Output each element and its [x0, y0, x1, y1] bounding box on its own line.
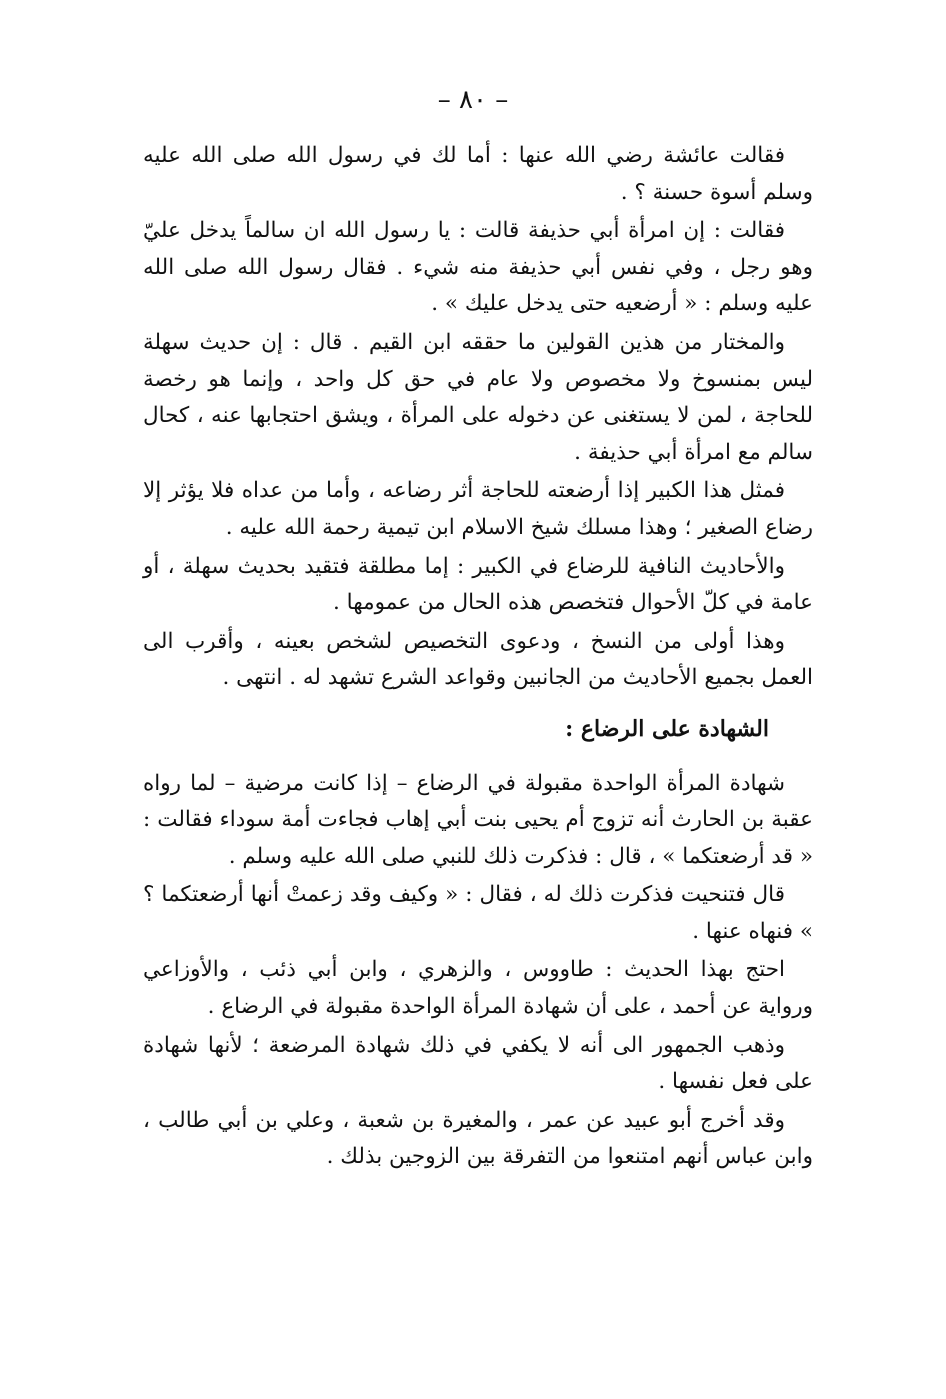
- paragraph: فقالت : إن امرأة أبي حذيفة قالت : يا رسول الله ان سالماً يدخل عليّ وهو رجل ، وفي نفس أبي حذيفة منه شيء . فقال رسول الله صلى الله عليه وسلم : « أرضعيه حتى يدخل عليك » .: [143, 218, 813, 317]
- page-body-text: [143, 138, 813, 1176]
- paragraph: والمختار من هذين القولين ما حققه ابن القيم . قال : إن حديث سهلة ليس بمنسوخ ولا مخصوص ولا عام في حق كل واحد ، وإنما هو رخصة للحاجة ، لمن لا يستغنى عن دخوله على المرأة ، ويشق احتجابها عنه ، كحال سالم مع امرأة أبي حذيفة .: [143, 329, 813, 465]
- paragraph: احتج بهذا الحديث : طاووس ، والزهري ، وابن أبي ذئب ، والأوزاعي ورواية عن أحمد ، على أن شهادة المرأة الواحدة مقبولة في الرضاع .: [143, 957, 813, 1020]
- page-number: – ٨٠ –: [437, 85, 509, 115]
- paragraph: شهادة المرأة الواحدة مقبولة في الرضاع – إذا كانت مرضية – لما رواه عقبة بن الحارث أنه تزوج أم يحيى بنت أبي إهاب فجاءت أمة سوداء فقالت : « قد أرضعتكما » ، قال : فذكرت ذلك للنبي صلى الله عليه وسلم .: [143, 770, 813, 869]
- paragraph: قال فتنحيت فذكرت ذلك له ، فقال : « وكيف وقد زعمتْ أنها أرضعتكما ؟ » فنهاه عنها .: [143, 882, 813, 944]
- paragraph: والأحاديث النافية للرضاع في الكبير : إما مطلقة فتقيد بحديث سهلة ، أو عامة في كلّ الأحوال فتخصص هذه الحال من عمومها .: [143, 553, 813, 616]
- paragraph: وذهب الجمهور الى أنه لا يكفي في ذلك شهادة المرضعة ؛ لأنها شهادة على فعل نفسها .: [143, 1032, 813, 1095]
- paragraph: وقد أخرج أبو عبيد عن عمر ، والمغيرة بن شعبة ، وعلي بن أبي طالب ، وابن عباس أنهم امتنعوا من التفرقة بين الزوجين بذلك .: [143, 1107, 813, 1170]
- section-heading: الشهادة على الرضاع :: [565, 715, 769, 742]
- paragraph: وهذا أولى من النسخ ، ودعوى التخصيص لشخص بعينه ، وأقرب الى العمل بجميع الأحاديث من الجانبين وقواعد الشرع تشهد له . انتهى .: [143, 628, 813, 691]
- paragraph: فمثل هذا الكبير إذا أرضعته للحاجة أثر رضاعه ، وأما من عداه فلا يؤثر إلا رضاع الصغير ؛ وهذا مسلك شيخ الاسلام ابن تيمية رحمة الله عليه .: [143, 478, 813, 540]
- paragraph: فقالت عائشة رضي الله عنها : أما لك في رسول الله صلى الله عليه وسلم أسوة حسنة ؟ .: [143, 143, 813, 205]
